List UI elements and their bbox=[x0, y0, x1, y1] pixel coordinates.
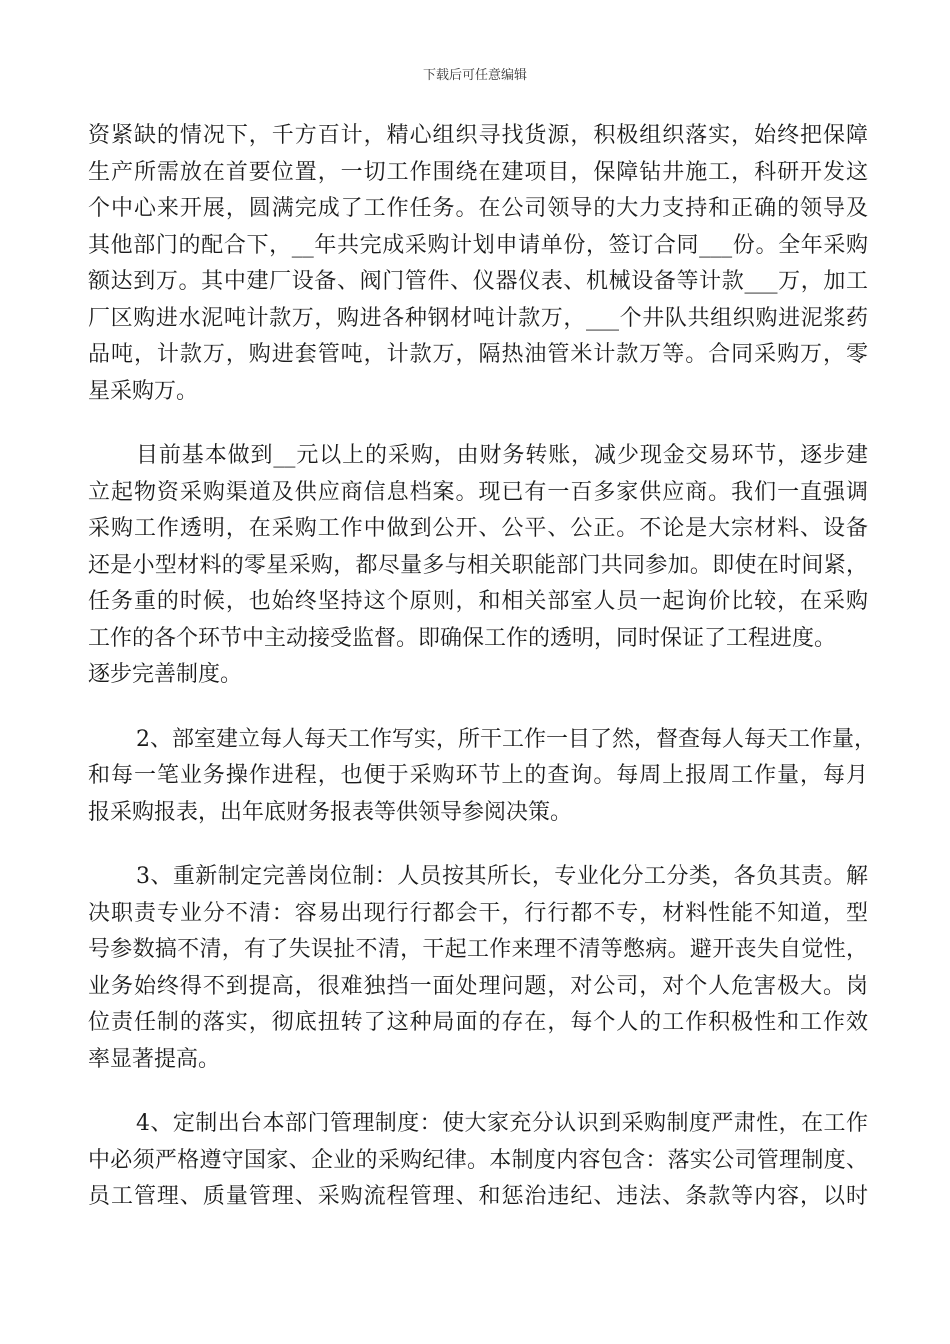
text-line: 厂区购进水泥吨计款万，购进各种钢材吨计款万，___个井队共组织购进泥浆药 bbox=[88, 305, 868, 331]
text-line: 采购工作透明，在采购工作中做到公开、公平、公正。不论是大宗材料、设备 bbox=[88, 516, 868, 541]
text-line: 生产所需放在首要位置，一切工作围绕在建项目，保障钻井施工，科研开发这 bbox=[88, 159, 868, 185]
paragraph-5 bbox=[88, 1106, 868, 1216]
text-line: 业务始终得不到提高，很难独挡一面处理问题，对公司，对个人危害极大。岗 bbox=[88, 973, 868, 999]
text-line: 工作的各个环节中主动接受监督。即确保工作的透明，同时保证了工程进度。 bbox=[88, 625, 837, 651]
text-line: 其他部门的配合下，__年共完成采购计划申请单份，签订合同___份。全年采购 bbox=[88, 232, 868, 258]
paragraph-2 bbox=[88, 438, 868, 694]
text-line: 4、定制出台本部门管理制度：使大家充分认识到采购制度严肃性，在工作 bbox=[136, 1111, 868, 1136]
document-body bbox=[88, 118, 876, 1244]
text-line: 品吨，计款万，购进套管吨，计款万，隔热油管米计款万等。合同采购万，零 bbox=[88, 342, 868, 367]
text-line: 个中心来开展，圆满完成了工作任务。在公司领导的大力支持和正确的领导及 bbox=[88, 196, 868, 221]
text-line: 2、部室建立每人每天工作写实，所干工作一目了然，督查每人每天工作量， bbox=[136, 726, 876, 752]
text-line: 号参数搞不清，有了失误扯不清，干起工作来理不清等憋病。避开丧失自觉性， bbox=[88, 937, 868, 962]
text-line: 率显著提高。 bbox=[88, 1046, 221, 1072]
paragraph-1 bbox=[88, 118, 868, 410]
text-line: 目前基本做到__元以上的采购，由财务转账，减少现金交易环节，逐步建 bbox=[136, 443, 868, 468]
text-line: 任务重的时候，也始终坚持这个原则，和相关部室人员一起询价比较，在采购 bbox=[88, 589, 868, 614]
text-line: 额达到万。其中建厂设备、阀门管件、仪器仪表、机械设备等计款___万，加工 bbox=[88, 269, 868, 294]
text-line: 报采购报表，出年底财务报表等供领导参阅决策。 bbox=[88, 799, 573, 825]
text-line: 决职责专业分不清：容易出现行行都会干，行行都不专，材料性能不知道，型 bbox=[88, 900, 868, 926]
text-line: 3、重新制定完善岗位制：人员按其所长，专业化分工分类，各负其责。解 bbox=[136, 864, 868, 889]
text-line: 资紧缺的情况下，千方百计，精心组织寻找货源，积极组织落实，始终把保障 bbox=[88, 123, 868, 148]
text-line: 逐步完善制度。 bbox=[88, 662, 243, 687]
page-header: 下载后可任意编辑 bbox=[422, 68, 527, 83]
text-line: 立起物资采购渠道及供应商信息档案。现已有一百多家供应商。我们一直强调 bbox=[88, 479, 868, 505]
text-line: 和每一笔业务操作进程，也便于采购环节上的查询。每周上报周工作量，每月 bbox=[88, 763, 868, 788]
paragraph-3 bbox=[88, 722, 876, 832]
paragraph-4 bbox=[88, 859, 868, 1078]
text-line: 星采购万。 bbox=[88, 378, 199, 404]
text-line: 位责任制的落实，彻底扭转了这种局面的存在，每个人的工作积极性和工作效 bbox=[88, 1010, 868, 1035]
text-line: 中必须严格遵守国家、企业的采购纪律。本制度内容包含：落实公司管理制度、 bbox=[88, 1147, 868, 1173]
text-line: 还是小型材料的零星采购，都尽量多与相关职能部门共同参加。即使在时间紧， bbox=[88, 552, 868, 578]
text-line: 员工管理、质量管理、采购流程管理、和惩治违纪、违法、条款等内容，以时 bbox=[88, 1184, 868, 1209]
